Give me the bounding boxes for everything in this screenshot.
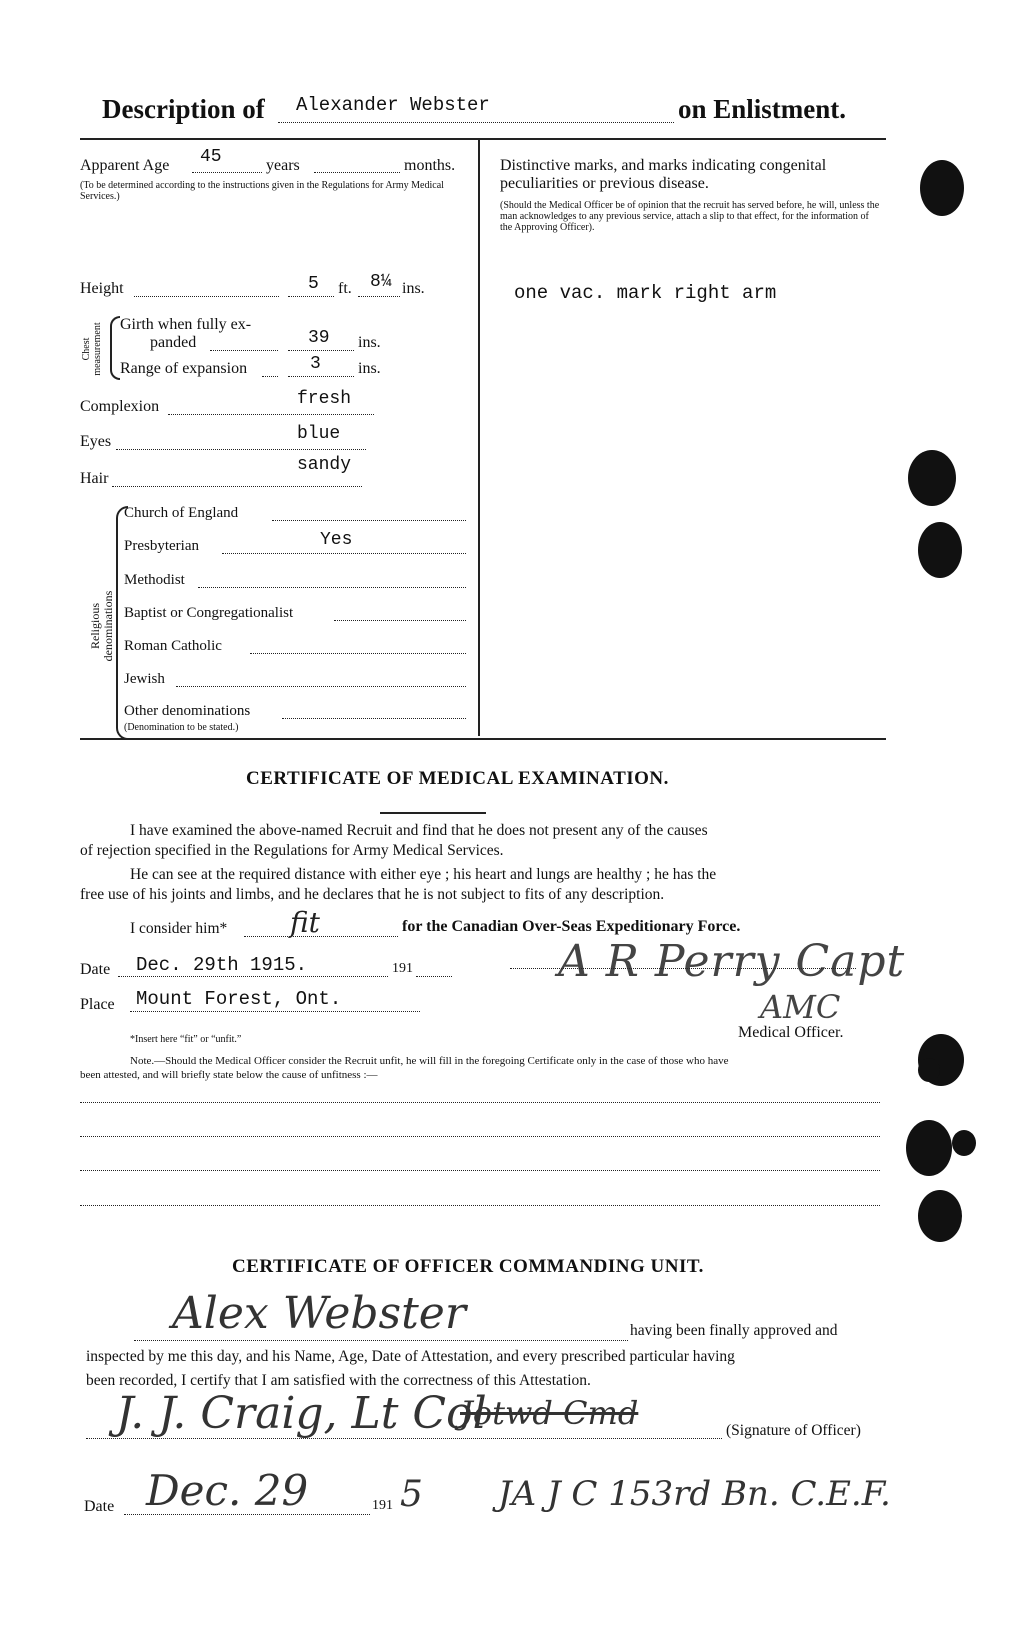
chest-label: Chest measurement [81,322,103,376]
date-label: Date [80,961,111,978]
range-unit: ins. [358,360,381,377]
unfit-line-3 [80,1170,880,1171]
religion-methodist: Methodist [124,572,185,588]
complexion-line [168,414,374,415]
age-note: (To be determined according to the instructions given in the Regulations for Army Medical Services.) [80,180,444,202]
commanding-sign-line [86,1438,722,1439]
marks-note: (Should the Medical Officer be of opinion that the recruit has served before, he will, unless the man acknowledges to any previous service, attach a slip to that effect, for the information of the Approving Officer). [500,200,880,233]
commanding-date-value: Dec. 29 [146,1466,309,1515]
unfit-line-2 [80,1136,880,1137]
commanding-signature: J. J. Craig, Lt Col [116,1388,487,1439]
consider-label: I consider him* [130,920,228,937]
punch-hole [918,1190,962,1242]
commanding-date-label: Date [84,1498,115,1515]
center-divider [478,140,480,736]
height-in: 8¼ [370,272,392,292]
religion-roman-catholic: Roman Catholic [124,638,222,654]
medical-title-rule [380,812,486,814]
months-label: months. [404,157,456,174]
date-value: Dec. 29th 1915. [136,954,308,976]
commanding-line3: been recorded, I certify that I am satisfied with the correctness of this Attestation. [86,1372,591,1389]
top-rule [80,138,886,140]
header-prefix: Description of [102,94,265,124]
religion-label: Religious denominations [88,590,115,662]
medical-para1-1: I have examined the above-named Recruit and find that he does not present any of the causes [130,822,708,839]
girth-unit: ins. [358,334,381,351]
punch-hole [918,1058,940,1082]
eyes-label: Eyes [80,433,112,450]
unfit-line-4 [80,1205,880,1206]
religion-church-of-england: Church of England [124,505,239,521]
range-label-line [262,376,278,377]
unfit-line-1 [80,1102,880,1103]
in-line [358,296,400,297]
presbyterian-line [222,553,466,554]
eyes-line [116,449,366,450]
header-name: Alexander Webster [296,94,490,116]
place-line [130,1011,420,1012]
religion-other: Other denominations [124,703,251,719]
rc-line [250,653,466,654]
religion-jewish: Jewish [124,671,165,687]
struck-text: Jotwd Cmd [460,1394,639,1432]
punch-hole [918,522,962,578]
girth-label-1: Girth when fully ex- [120,316,252,333]
eyes-value: blue [297,424,341,444]
medical-note-2: been attested, and will briefly state below the cause of unfitness :— [80,1069,378,1081]
recruit-signature: Alex Webster [172,1288,466,1339]
date-year-line [416,976,452,977]
range-line [288,376,354,377]
methodist-line [198,587,466,588]
medical-signature: A R Perry Capt [558,936,906,987]
ins-label: ins. [402,280,425,297]
unit-note: JA J C 153rd Bn. C.E.F. [498,1474,891,1514]
signature-of-officer-label: (Signature of Officer) [726,1422,861,1439]
height-ft: 5 [308,274,319,294]
marks-value: one vac. mark right arm [514,282,777,304]
commanding-line2: inspected by me this day, and his Name, Age, Date of Attestation, and every prescribed particular having [86,1348,735,1365]
girth-label-2: panded [150,334,197,351]
insert-note: *Insert here “fit” or “unfit.” [130,1034,242,1045]
girth-label-line [210,350,278,351]
complexion-value: fresh [297,389,352,409]
punch-hole [920,160,964,216]
medical-para2-1: He can see at the required distance with either eye ; his heart and lungs are healthy ; he has the [130,866,717,883]
place-value: Mount Forest, Ont. [136,988,342,1010]
baptist-line [334,620,466,621]
force-label: for the Canadian Over-Seas Expeditionary Force. [402,918,741,935]
bottom-rule [80,738,886,740]
ft-label: ft. [338,280,352,297]
hair-value: sandy [297,455,352,475]
punch-hole [952,1130,976,1156]
commanding-title: CERTIFICATE OF OFFICER COMMANDING UNIT. [232,1256,704,1277]
religion-presbyterian: Presbyterian [124,538,199,554]
hair-label: Hair [80,470,109,487]
commanding-date-line [124,1514,370,1515]
girth-line [288,350,354,351]
header-name-line [278,122,674,123]
ft-line [288,296,334,297]
medical-officer-label: Medical Officer. [738,1024,844,1041]
date-year: 191 [392,961,413,976]
place-label: Place [80,996,115,1013]
header-suffix: on Enlistment. [678,94,847,124]
commanding-line1-suffix: having been finally approved and [630,1322,838,1339]
range-label: Range of expansion [120,360,248,377]
officer-sign-line [510,968,856,969]
age-label: Apparent Age [80,157,170,174]
medical-para1-2: of rejection specified in the Regulations for Army Medical Services. [80,842,504,859]
years-label: years [266,157,300,174]
medical-para2-2: free use of his joints and limbs, and he declares that he is not subject to fits of any description. [80,886,665,903]
presbyterian-value: Yes [320,530,353,550]
marks-title-1: Distinctive marks, and marks indicating congenital [500,157,827,174]
range-value: 3 [310,354,321,374]
medical-title: CERTIFICATE OF MEDICAL EXAMINATION. [246,768,669,789]
commanding-year: 191 [372,1498,393,1513]
commanding-year-suffix: 5 [400,1474,423,1515]
punch-hole [908,450,956,506]
chest-brace [110,316,120,380]
recruit-sign-line [134,1340,628,1341]
other-line [282,718,466,719]
height-label: Height [80,280,124,297]
punch-hole [906,1120,952,1176]
age-value: 45 [200,147,222,167]
months-line [314,172,400,173]
date-line [118,976,388,977]
religion-other-note: (Denomination to be stated.) [124,722,239,733]
medical-note-1: Note.—Should the Medical Officer consider the Recruit unfit, he will fill in the foregoing Certificate only in the case of those who have [130,1055,729,1067]
age-line [192,172,262,173]
coe-line [272,520,466,521]
consider-line [244,936,398,937]
height-line [134,296,279,297]
jewish-line [176,686,466,687]
girth-value: 39 [308,328,330,348]
religion-baptist: Baptist or Congregationalist [124,605,294,621]
medical-signature-2: AMC [760,988,841,1026]
hair-line [112,486,362,487]
consider-value: fit [290,906,320,939]
marks-title-2: peculiarities or previous disease. [500,175,709,192]
complexion-label: Complexion [80,398,160,415]
